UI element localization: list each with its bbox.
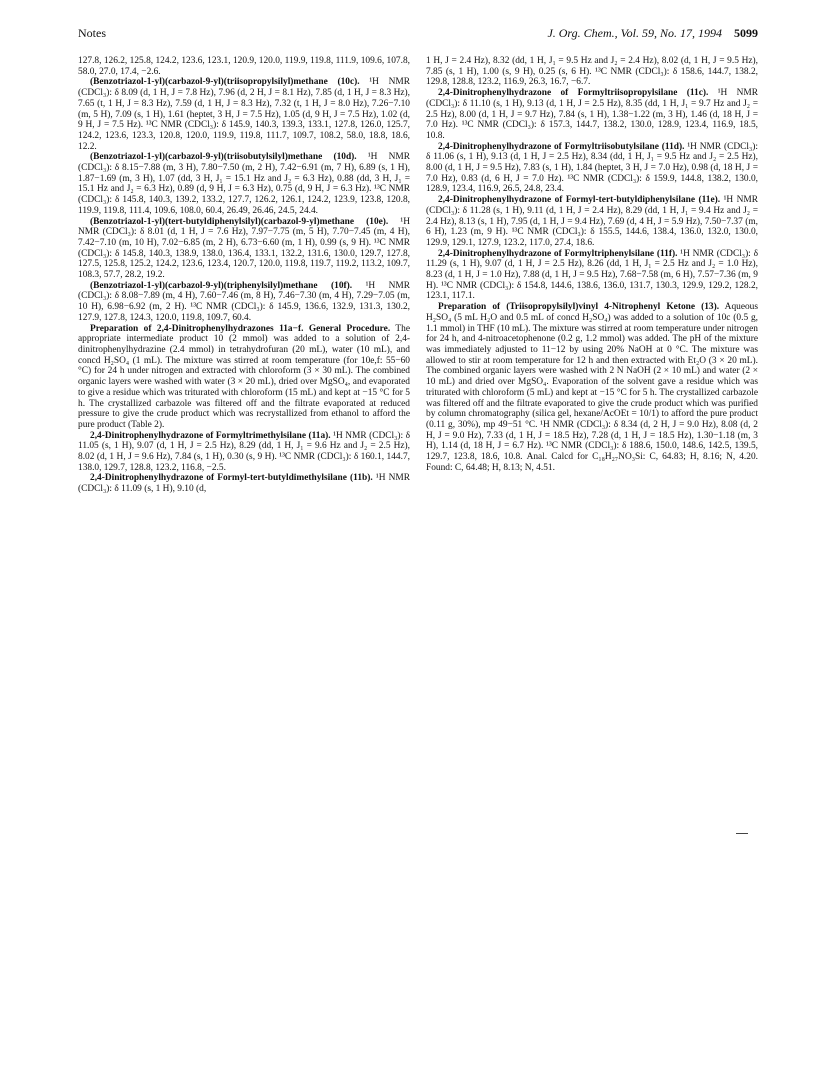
end-rule (736, 833, 748, 834)
paragraph (78, 431, 410, 474)
paragraph-body: The appropriate intermediate product 10 (2 mmol) was added to a solution of 2,4-dinitrophenylhydrazine (2.4 mmol) in tetrahydrofuran (20 mL), water (10 mL), and concd H₂SO₄ (1 mL). The mixture was stirred at room temperature (for 10e,f: 55−60 °C) for 24 h under nitrogen and extracted with chloroform (3 × 30 mL). The combined organic layers were washed with water (3 × 20 mL), dried over MgSO₄, and evaporated to give a residue which was triturated with chloroform (15 mL) and kept at −15 °C for 5 h. The crystallized carbazole was filtered off and the filtrate evaporated at reduced pressure to give the crude product which was recrystallized from ethanol to afford the pure product (Table 2). (78, 323, 411, 430)
paragraph-heading: 2,4-Dinitrophenylhydrazone of Formyl-tert-butyldiphenylsilane (11e). (438, 195, 721, 206)
paragraph-heading: 2,4-Dinitrophenylhydrazone of Formyltriphenylsilane (11f). (438, 248, 678, 259)
paragraph-heading: 2,4-Dinitrophenylhydrazone of Formyl-tert-butyldimethylsilane (11b). (90, 473, 373, 484)
paragraph (78, 77, 410, 152)
section-label: Notes (78, 26, 106, 40)
paragraph: 1 H, J = 2.4 Hz), 8.32 (dd, 1 H, J₁ = 9.5 Hz and J₂ = 2.4 Hz), 8.02 (d, 1 H, J = 9.5 Hz), 7.85 (s, 1 H), 1.00 (s, 9 H), 0.25 (s, 6 H). ¹³C NMR (CDCl₃): δ 158.6, 144.7, 138.2, 129.8, 128.8, 123.2, 116.9, 26.3, 16.7, −6.7. (426, 56, 758, 88)
paragraph-body: ¹H NMR (CDCl₃): δ 11.09 (s, 1 H), 9.10 (d, (78, 473, 410, 495)
paragraph-heading: 2,4-Dinitrophenylhydrazone of Formyltriisopropylsilane (11c). (438, 88, 709, 99)
page-header (78, 26, 758, 46)
paragraph (426, 142, 758, 196)
paragraph-body: ¹H NMR (CDCl₃): δ 8.08−7.89 (m, 4 H), 7.60−7.46 (m, 8 H), 7.46−7.30 (m, 4 H), 7.29−7.05 (m, 10 H), 6.98−6.92 (m, 2 H). ¹³C NMR (CDCl₃): δ 145.9, 136.6, 132.9, 131.3, 130.2, 127.9, 127.8, 124.3, 120.0, 119.8, 109.7, 60.4. (78, 280, 410, 323)
journal-citation (547, 26, 758, 41)
left-column (78, 56, 410, 495)
paragraph (78, 217, 410, 281)
right-column (426, 56, 758, 473)
paragraph-heading: (Benzotriazol-1-yl)(carbazol-9-yl)(triisopropylsilyl)methane (10c). (90, 77, 360, 88)
paragraph (426, 88, 758, 142)
paragraph-body: ¹H NMR (CDCl₃): δ 8.01 (d, 1 H, J = 7.6 Hz), 7.97−7.75 (m, 5 H), 7.70−7.45 (m, 4 H), 7.42−7.10 (m, 10 H), 7.02−6.85 (m, 2 H), 6.73−6.60 (m, 1 H), 0.99 (s, 9 H). ¹³C NMR (CDCl₃): δ 145.8, 140.3, 138.9, 138.0, 136.4, 133.1, 132.2, 131.6, 130.0, 129.7, 127.8, 127.5, 125.8, 125.2, 124.2, 123.6, 123.4, 120.7, 120.0, 119.8, 119.7, 119.2, 113.2, 109.7, 108.3, 57.7, 28.2, 19.2. (78, 216, 410, 281)
paragraph-heading: 2,4-Dinitrophenylhydrazone of Formyltriisobutylsilane (11d). (438, 141, 685, 152)
paragraph (426, 249, 758, 303)
paragraph (426, 302, 758, 473)
paragraph-heading: (Benzotriazol-1-yl)(carbazol-9-yl)(triphenylsilyl)methane (10f). (90, 280, 353, 291)
paragraph-heading: Preparation of (Triisopropylsilyl)vinyl 4-Nitrophenyl Ketone (13). (438, 302, 720, 313)
paragraph-body: Aqueous H₂SO₄ (5 mL H₂O and 0.5 mL of concd H₂SO₄) was added to a solution of 10c (0.5 g, 1.1 mmol) in THF (10 mL). The mixture was stirred at room temperature under nitrogen for 24 h, and 4-nitroacetophenone (0.2 g, 1.2 mmol) was added. The pH of the mixture was immediately adjusted to 11−12 by using 20% NaOH at 0 °C. The mixture was allowed to stir at room temperature for 12 h and then extracted with Et₂O (3 × 20 mL). The combined organic layers were washed with 2 N NaOH (2 × 10 mL) and water (2 × 10 mL) and dried over MgSO₄. Evaporation of the solvent gave a residue which was triturated with chloroform (5 mL) and kept at −15 °C for 5 h. The crystallized carbazole was filtered off and the filtrate evaporated to give the crude product which was purified by column chromatography (silica gel, hexane/AcOEt = 10/1) to afford the pure product (0.11 g, 30%), mp 49−51 °C. ¹H NMR (CDCl₃): δ 8.34 (d, 2 H, J = 9.0 Hz), 8.08 (d, 2 H, J = 9.0 Hz), 7.33 (d, 1 H, J = 18.5 Hz), 7.28 (d, 1 H, J = 18.5 Hz), 1.30−1.18 (m, 3 H), 1.14 (d, 18 H, J = 6.7 Hz). ¹³C NMR (CDCl₃): δ 188.6, 150.0, 148.6, 142.5, 139.5, 129.7, 123.8, 18.6, 10.8. Anal. Calcd for C₁₈H₂₇NO₃Si: C, 64.83; H, 8.16; N, 4.20. Found: C, 64.48; H, 8.13; N, 4.51. (426, 302, 759, 473)
paragraph-body: ¹H NMR (CDCl₃): δ 11.06 (s, 1 H), 9.13 (d, 1 H, J = 2.5 Hz), 8.34 (dd, 1 H, J₁ = 9.5 Hz and J₂ = 2.5 Hz), 8.00 (d, 1 H, J = 9.5 Hz), 7.83 (s, 1 H), 1.84 (heptet, 3 H, J = 7.0 Hz), 0.98 (d, 18 H, J = 7.0 Hz), 0.83 (d, 6 H, J = 7.0 Hz). ¹³C NMR (CDCl₃): δ 159.9, 144.8, 138.2, 130.0, 128.9, 123.4, 116.9, 26.5, 24.8, 23.4. (426, 141, 758, 195)
paragraph-heading: 2,4-Dinitrophenylhydrazone of Formyltrimethylsilane (11a). (90, 430, 331, 441)
journal-reference: J. Org. Chem., Vol. 59, No. 17, 1994 (547, 26, 722, 40)
paragraph-body: ¹H NMR (CDCl₃): δ 11.29 (s, 1 H), 9.07 (d, 1 H, J = 2.5 Hz), 8.26 (dd, 1 H, J₁ = 2.5 Hz and J₂ = 1.0 Hz), 8.23 (d, 1 H, J = 1.0 Hz), 7.88 (d, 1 H, J = 9.5 Hz), 7.68−7.58 (m, 6 H), 7.57−7.36 (m, 9 H). ¹³C NMR (CDCl₃): δ 154.8, 144.6, 138.6, 136.0, 131.7, 130.3, 129.9, 129.2, 128.2, 123.1, 117.1. (426, 248, 759, 302)
paragraph-body: ¹H NMR (CDCl₃): δ 8.15−7.88 (m, 3 H), 7.80−7.50 (m, 2 H), 7.42−6.91 (m, 7 H), 6.89 (s, 1 H), 1.87−1.69 (m, 3 H), 1.07 (dd, 3 H, J₁ = 15.1 Hz and J₂ = 6.3 Hz), 0.88 (dd, 3 H, J₁ = 15.1 Hz and J₂ = 6.3 Hz), 0.89 (d, 9 H, J = 6.3 Hz), 0.75 (d, 9 H, J = 6.3 Hz). ¹³C NMR (CDCl₃): δ 145.8, 140.3, 139.2, 133.2, 127.7, 126.2, 126.1, 124.2, 123.9, 123.8, 120.8, 119.9, 119.8, 111.4, 109.6, 108.0, 60.4, 26.49, 26.46, 24.5, 24.4. (78, 152, 410, 216)
paragraph-body: ¹H NMR (CDCl₃): δ 11.28 (s, 1 H), 9.11 (d, 1 H, J = 2.4 Hz), 8.29 (dd, 1 H, J₁ = 9.4 Hz and J₂ = 2.4 Hz), 8.13 (s, 1 H), 7.95 (d, 1 H, J = 9.4 Hz), 7.69 (d, 4 H, J = 5.9 Hz), 7.50−7.37 (m, 6 H), 1.23 (m, 9 H). ¹³C NMR (CDCl₃): δ 155.5, 144.6, 138.4, 136.0, 132.0, 130.0, 129.9, 129.1, 127.9, 123.2, 117.0, 27.4, 18.6. (426, 195, 758, 248)
paragraph-body: ¹H NMR (CDCl₃): δ 11.10 (s, 1 H), 9.13 (d, 1 H, J = 2.5 Hz), 8.35 (dd, 1 H, J₁ = 9.7 Hz and J₂ = 2.5 Hz), 8.00 (d, 1 H, J = 9.7 Hz), 7.84 (s, 1 H), 1.38−1.22 (m, 3 H), 1.46 (d, 18 H, J = 7.0 Hz). ¹³C NMR (CDCl₃): δ 157.3, 144.7, 138.2, 130.0, 128.9, 123.4, 116.9, 18.5, 10.8. (426, 88, 758, 141)
paragraph-body: ¹H NMR (CDCl₃): δ 11.05 (s, 1 H), 9.07 (d, 1 H, J = 2.5 Hz), 8.29 (dd, 1 H, J₁ = 9.6 Hz and J₂ = 2.5 Hz), 8.02 (d, 1 H, J = 9.6 Hz), 7.84 (s, 1 H), 0.30 (s, 9 H). ¹³C NMR (CDCl₃): δ 160.1, 144.7, 138.0, 129.7, 128.8, 123.2, 116.8, −2.5. (78, 430, 410, 473)
page-number: 5099 (734, 26, 758, 40)
paragraph-heading: (Benzotriazol-1-yl)(carbazol-9-yl)(triisobutylsilyl)methane (10d). (90, 152, 357, 163)
paragraph-heading: (Benzotriazol-1-yl)(tert-butyldiphenylsilyl)(carbazol-9-yl)methane (10e). (90, 216, 389, 227)
paragraph-body: ¹H NMR (CDCl₃): δ 8.09 (d, 1 H, J = 7.8 Hz), 7.96 (d, 2 H, J = 8.1 Hz), 7.85 (d, 1 H, J = 8.3 Hz), 7.65 (t, 1 H, J = 8.3 Hz), 7.59 (d, 1 H, J = 8.3 Hz), 7.32 (t, 1 H, J = 8.0 Hz), 7.26−7.10 (m, 5 H), 7.09 (s, 1 H), 1.61 (heptet, 3 H, J = 7.5 Hz), 1.05 (d, 9 H, J = 7.5 Hz), 1.02 (d, 9 H, J = 7.5 Hz). ¹³C NMR (CDCl₃): δ 145.9, 140.3, 139.3, 133.1, 127.8, 126.0, 125.7, 124.2, 123.6, 123.3, 120.8, 120.0, 119.9, 119.8, 111.7, 109.7, 108.2, 58.0, 18.8, 18.6, 12.2. (78, 77, 410, 152)
paragraph (78, 473, 410, 494)
paragraph: 127.8, 126.2, 125.8, 124.2, 123.6, 123.1, 120.9, 120.0, 119.9, 119.8, 111.9, 109.6, 107.8, 58.0, 27.0, 17.4, −2.6. (78, 56, 410, 77)
paragraph (426, 195, 758, 249)
paragraph (78, 152, 410, 216)
paragraph (78, 281, 410, 324)
paragraph (78, 324, 410, 431)
paragraph-heading: Preparation of 2,4-Dinitrophenylhydrazones 11a−f. General Procedure. (90, 323, 391, 334)
